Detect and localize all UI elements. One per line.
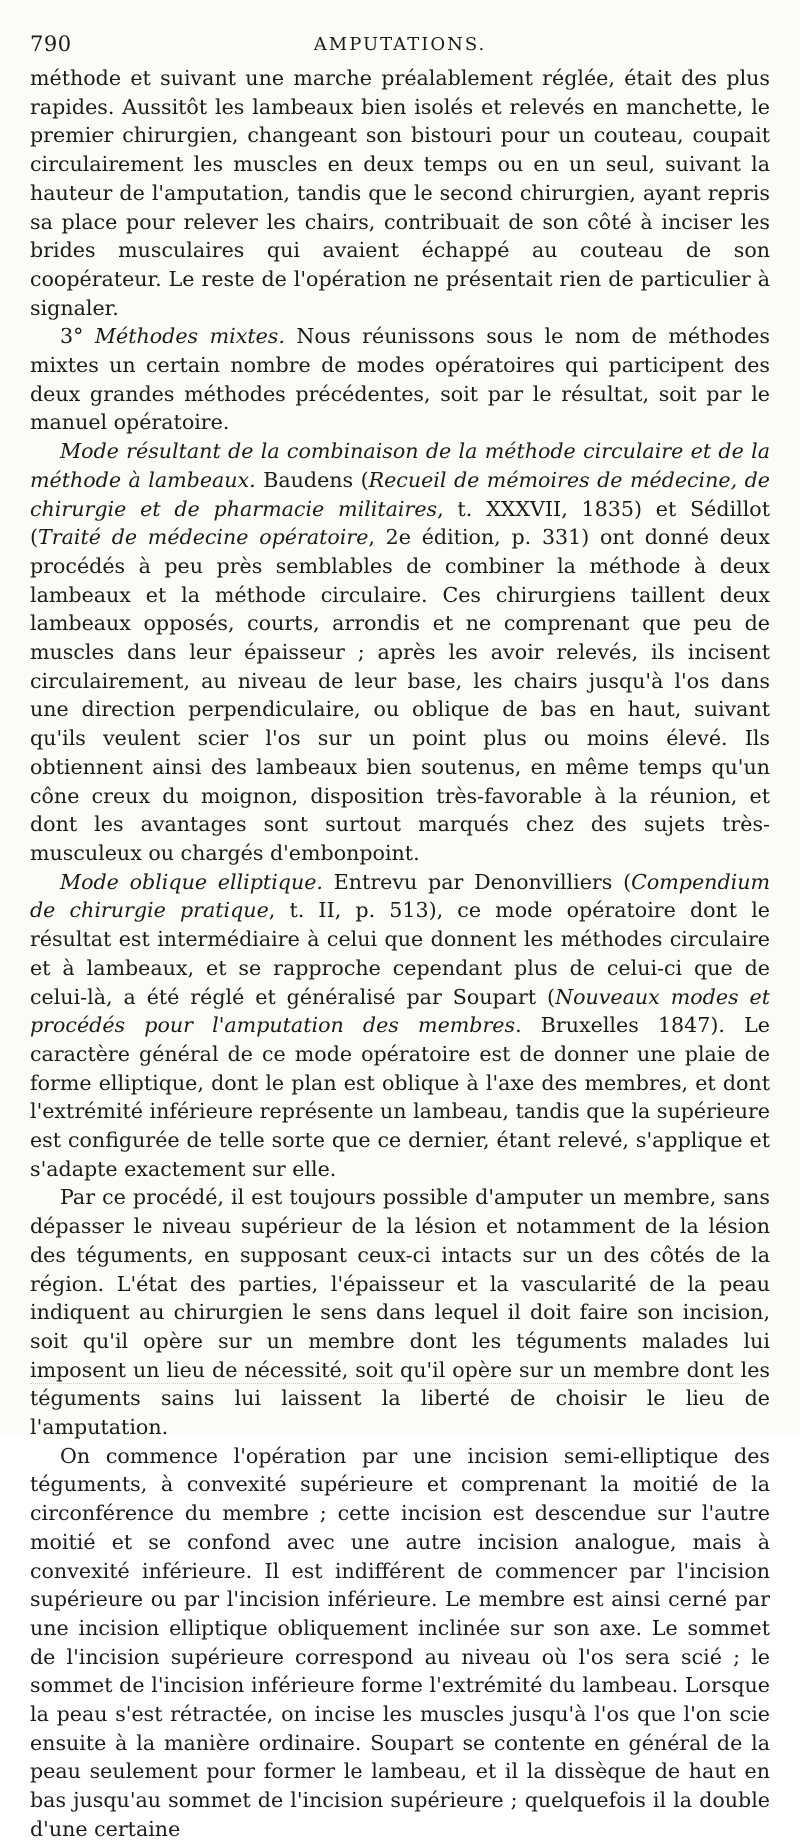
paragraph-operation [30,1442,770,1844]
citation-title: Traité de médecine opératoire [38,525,369,550]
paragraph-text: Par ce procédé, il est toujours possible d'amputer un membre, sans dépasser le niveau supérieur de la lésion et notamment de la lésion des téguments, en supposant ceux-ci intacts sur un des côtés de la région. L'état des parties, l'épaisseur et la vascularité de la peau indiquent au chirurgien le sens dans lequel il doit faire son incision, soit qu'il opère sur un membre dont les téguments malades lui imposent un lieu de nécessité, soit qu'il opère sur un membre dont les téguments sains lui laissent la liberté de choisir le lieu de l'amputation. [30,1185,770,1440]
citation-title: Recueil de mémoires de médecine, de chirurgie et de pharmacie militaires [30,467,770,521]
page-header [30,30,770,64]
paragraph-combined-mode [30,437,770,868]
citation-title: Compendium de chirurgie pratique [30,869,771,923]
paragraph-text: , 2e édition, p. 331) ont donné deux procédés à peu près semblables de combiner la méthode à deux lambeaux et la méthode circulaire. Ces chirurgiens taillent deux lambeaux opposés, courts, arrondis et ne comprenant que peu de muscles dans leur épaisseur ; après les avoir relevés, ils incisent circulairement, au niveau de leur base, les chairs jusqu'à l'os dans une direction perpendiculaire, ou oblique de bas en haut, suivant qu'ils veulent scier l'os sur un point plus ou moins élevé. Ils obtiennent ainsi des lambeaux bien soutenus, en même temps qu'un cône creux du moignon, disposition très-favorable à la réunion, et dont les avantages sont surtout marqués chez des sujets très-musculeux ou chargés d'embonpoint. [30,525,770,865]
running-title: AMPUTATIONS. [313,34,487,55]
paragraph-text: , t. II, p. 513), ce mode opératoire dont le résultat est intermédiaire à celui que donnent les méthodes circulaire et à lambeaux, et se rapproche cependant plus de celui-ci que de celui-là, a été réglé et généralisé par Soupart ( [30,898,770,1009]
paragraph-oblique-mode [30,868,770,1184]
paragraph-text: On commence l'opération par une incision semi-elliptique des téguments, à convexité supérieure et comprenant la moitié de la circonférence du membre ; cette incision est descendue sur l'autre moitié et se confond avec une autre incision analogue, mais à convexité inférieure. Il est indifférent de commencer par l'incision supérieure ou par l'incision inférieure. Le membre est ainsi cerné par une incision elliptique obliquement inclinée sur son axe. Le sommet de l'incision supérieure correspond au niveau où l'os sera scié ; le sommet de l'incision inférieure forme l'extrémité du lambeau. Lorsque la peau s'est rétractée, on incise les muscles jusqu'à l'os que l'on scie ensuite à la manière ordinaire. Soupart se contente en général de la peau seulement pour former le lambeau, et il la dissèque de haut en bas jusqu'au sommet de l'incision supérieure ; quelquefois il la double d'une certaine [30,1443,770,1841]
page-number: 790 [30,32,72,56]
paragraph-mixed-methods [30,322,770,437]
paragraph-text: . Bruxelles 1847). Le caractère général de ce mode opératoire est de donner une plaie de forme elliptique, dont le plan est oblique à l'axe des membres, et dont l'extrémité inférieure représente un lambeau, tandis que la supérieure est configurée de telle sorte que ce dernier, étant relevé, s'applique et s'adapte exactement sur elle. [30,1013,770,1181]
paragraph-text: , t. XXXVII, 1835) et Sédillot ( [30,496,770,550]
paragraph-text: Entrevu par Denonvilliers ( [333,869,632,894]
section-number: 3° [60,324,84,349]
paragraph-text: Nous réunissons sous le nom de méthodes mixtes un certain nombre de modes opératoires qui participent des deux grandes méthodes précédentes, soit par le résultat, soit par le manuel opératoire. [30,324,770,435]
body-text [30,64,770,1844]
section-heading: Méthodes mixtes. [94,324,285,349]
paragraph-text: Baudens ( [263,467,369,492]
paragraph-text: méthode et suivant une marche préalablement réglée, était des plus rapides. Aussitôt les lambeaux bien isolés et relevés en manchette, le premier chirurgien, changeant son bistouri pour un couteau, coupait circulairement les muscles en deux temps ou en un seul, suivant la hauteur de l'amputation, tandis que le second chirurgien, ayant repris sa place pour relever les chairs, contribuait de son côté à inciser les brides musculaires qui avaient échappé au couteau de son coopérateur. Le reste de l'opération ne présentait rien de particulier à signaler. [30,66,770,320]
section-heading: Mode résultant de la combinaison de la méthode circulaire et de la méthode à lambeaux. [30,439,770,492]
paragraph-continuation [30,64,770,322]
paragraph-procedure [30,1183,770,1441]
citation-title: Nouveaux modes et procédés pour l'amputation des membres [30,984,770,1038]
section-heading: Mode oblique elliptique. [60,869,323,894]
scan-artifact-divider [30,1383,740,1386]
